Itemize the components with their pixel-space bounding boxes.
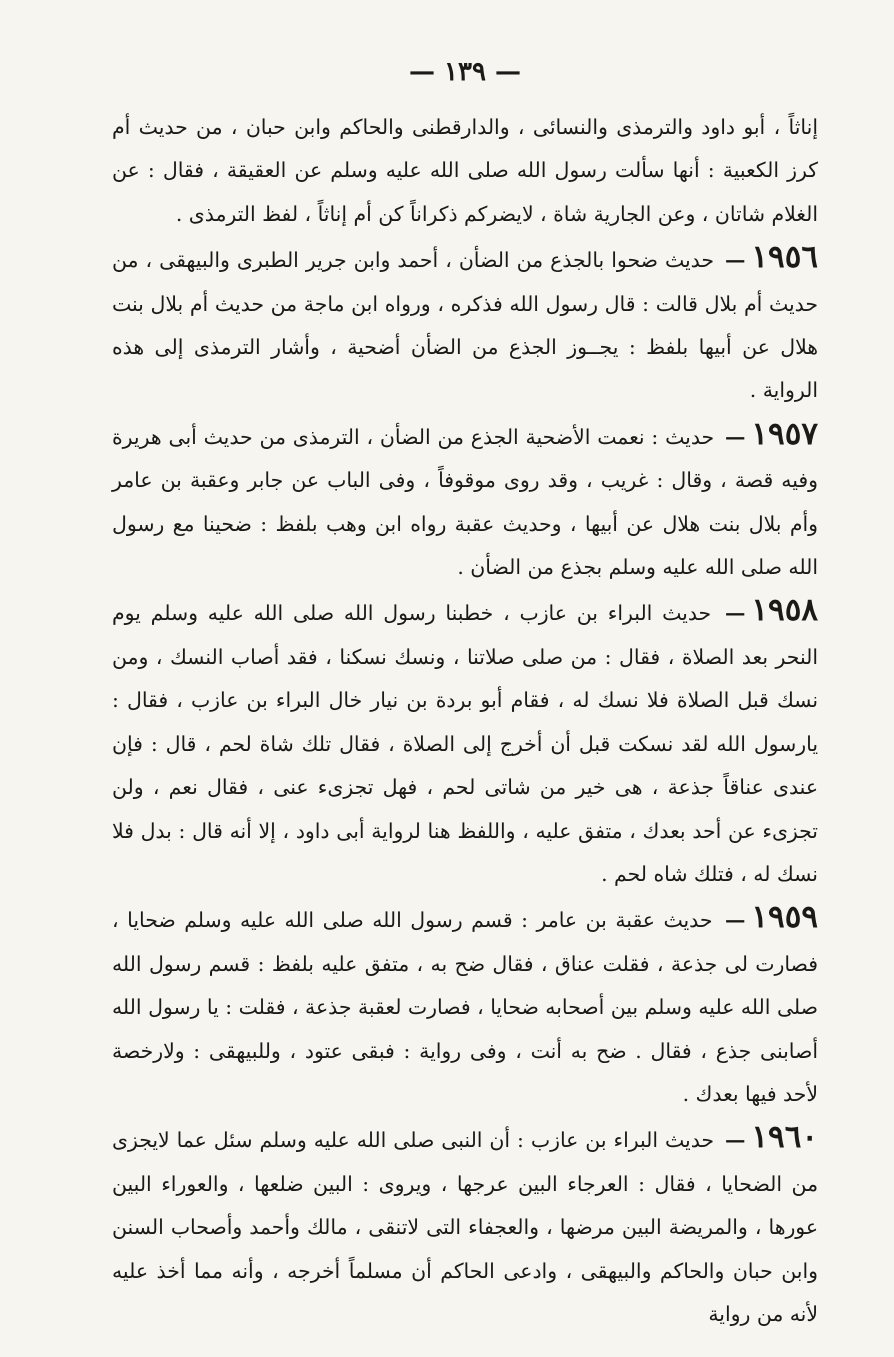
hadith-entry-1960: [112, 1116, 818, 1336]
entry-number: ١٩٥٩: [751, 899, 818, 936]
entry-dash: —: [725, 424, 746, 449]
entry-dash: —: [725, 1128, 746, 1153]
page-number: — ١٣٩ —: [408, 57, 522, 87]
paragraph-continuation: [112, 106, 818, 236]
entry-text: حديث البراء بن عازب : أن النبى صلى الله عليه وسلم سئل عما لايجزى من الضحايا ، فقال : العرجاء البين عرجها ، ويروى : البين ضلعها ، والعوراء البين عورها ، والمريضة البين مرضها ، والعجفاء التى لاتنقى ، مالك وأحمد وأصحاب السنن وابن حبان والحاكم والبيهقى ، وادعى الحاكم أن مسلماً أخرجه ، وأنه مما أخذ عليه لأنه من رواية: [112, 1128, 818, 1326]
entry-dash: —: [725, 601, 746, 626]
paragraph-text: إناثاً ، أبو داود والترمذى والنسائى ، والدارقطنى والحاكم وابن حبان ، من حديث أم كرز الكعبية : أنها سألت رسول الله صلى الله عليه وسلم عن العقيقة ، فقال : عن الغلام شاتان ، وعن الجارية شاة ، لايضركم ذكراناً كن أم إناثاً ، لفظ الترمذى .: [112, 115, 818, 226]
entry-text: حديث : نعمت الأضحية الجذع من الضأن ، الترمذى من حديث أبى هريرة وفيه قصة ، وقال : غريب ، وقد روى موقوفاً ، وفى الباب عن جابر وعقبة بن عامر وأم بلال بنت هلال عن أبيها ، وحديث عقبة رواه ابن وهب بلفظ : ضحينا مع رسول الله صلى الله عليه وسلم بجذع من الضأن .: [112, 424, 818, 580]
entry-dash: —: [725, 248, 746, 273]
hadith-entry-1959: [112, 896, 818, 1116]
entry-number: ١٩٦٠: [751, 1119, 818, 1156]
entry-text: حديث عقبة بن عامر : قسم رسول الله صلى الله عليه وسلم ضحايا ، فصارت لى جذعة ، فقلت عناق ، فقال ضح به ، متفق عليه بلفظ : قسم رسول الله صلى الله عليه وسلم بين أصحابه ضحايا ، فصارت لعقبة جذعة ، فقلت : يا رسول الله أصابنى جذع ، فقال . ضح به أنت ، وفى رواية : فبقى عتود ، وللبيهقى : ولارخصة لأحد فيها بعدك .: [112, 908, 818, 1106]
entry-number: ١٩٥٧: [751, 415, 819, 452]
entry-number: ١٩٥٦: [751, 239, 819, 276]
entry-text: حديث ضحوا بالجذع من الضأن ، أحمد وابن جرير الطبرى والبيهقى ، من حديث أم بلال قالت : قال رسول الله فذكره ، ورواه ابن ماجة من حديث أم بلال بنت هلال عن أبيها بلفظ : يجــوز الجذع من الضأن أضحية ، وأشار الترمذى إلى هذه الرواية .: [112, 248, 818, 403]
hadith-entry-1958: [112, 589, 818, 896]
entry-text: حديث البراء بن عازب ، خطبنا رسول الله صلى الله عليه وسلم يوم النحر بعد الصلاة ، فقال : من صلى صلاتنا ، ونسك نسكنا ، فقد أصاب النسك ، ومن نسك قبل الصلاة فلا نسك له ، فقام أبو بردة بن نيار خال البراء بن عازب ، فقال : يارسول الله لقد نسكت قبل أن أخرج إلى الصلاة ، فقال تلك شاة لحم ، قال : فإن عندى عناقاً جذعة ، هى خير من شاتى لحم ، فهل تجزىء عنى ، فقال نعم ، ولن تجزىء عن أحد بعدك ، متفق عليه ، واللفظ هنا لرواية أبى داود ، إلا أنه قال : بدل فلا نسك له ، فتلك شاه لحم .: [112, 601, 818, 886]
entry-dash: —: [725, 908, 746, 933]
hadith-entry-1956: [112, 236, 818, 413]
entry-number: ١٩٥٨: [751, 592, 819, 629]
hadith-entry-1957: [112, 413, 818, 590]
